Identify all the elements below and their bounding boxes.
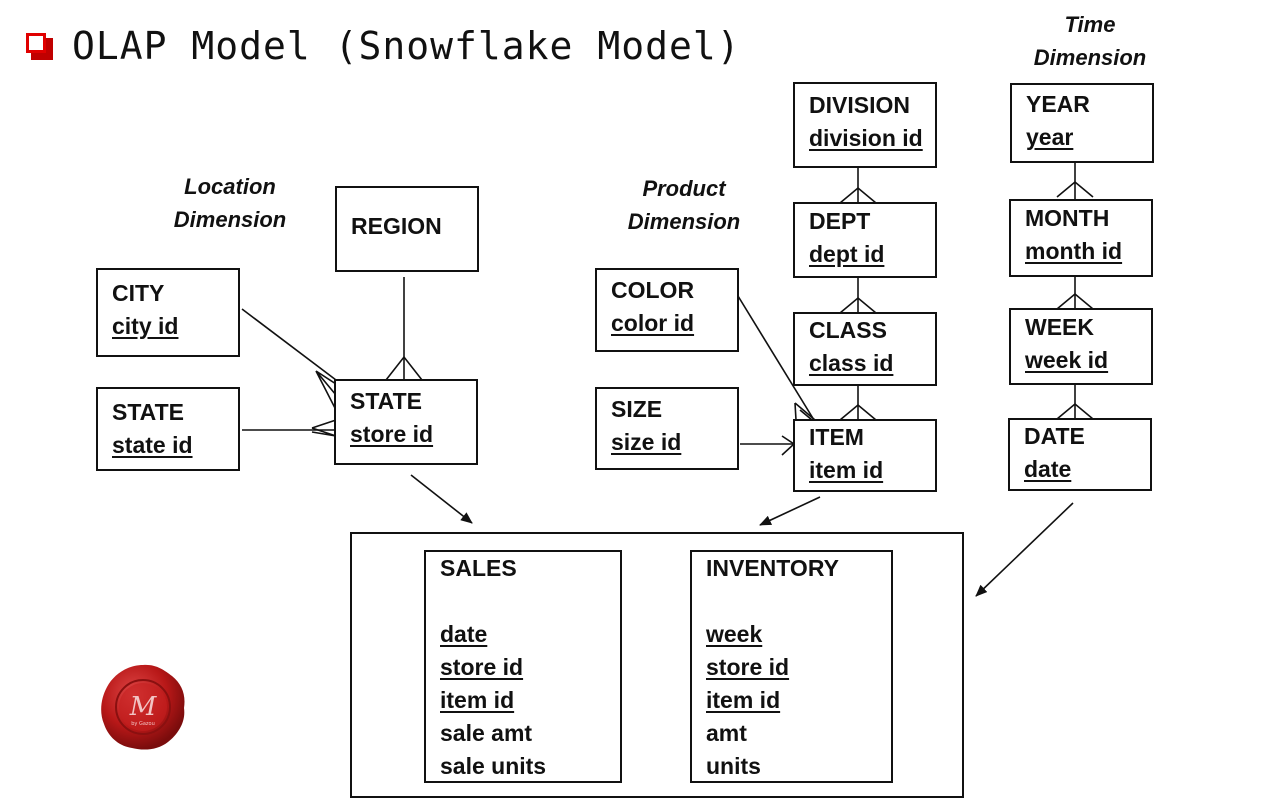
entity-key: year bbox=[1026, 124, 1074, 150]
entity-name: MONTH bbox=[1025, 205, 1110, 231]
date-entity bbox=[1008, 418, 1152, 491]
state-entity bbox=[96, 387, 240, 471]
inventory-fact-table bbox=[690, 550, 893, 783]
entity-name: SIZE bbox=[611, 396, 663, 422]
entity-name: YEAR bbox=[1026, 91, 1090, 117]
entity-key: week id bbox=[1025, 347, 1109, 373]
time-dimension-label: Time Dimension bbox=[1033, 12, 1147, 70]
entity-name: ITEM bbox=[809, 424, 864, 450]
fact-key: date bbox=[440, 621, 488, 647]
page-title: OLAP Model (Snowflake Model) bbox=[72, 24, 741, 68]
fact-name: INVENTORY bbox=[706, 555, 839, 581]
entity-name: DIVISION bbox=[809, 92, 910, 118]
entity-name: DATE bbox=[1024, 423, 1085, 449]
entity-key: dept id bbox=[809, 241, 885, 267]
fact-name: SALES bbox=[440, 555, 517, 581]
fact-measure: sale amt bbox=[440, 720, 533, 746]
entity-name: COLOR bbox=[611, 277, 695, 303]
entity-name: REGION bbox=[351, 213, 442, 239]
city-entity bbox=[96, 268, 240, 357]
entity-name: STATE bbox=[350, 388, 422, 414]
entity-key: item id bbox=[809, 457, 884, 483]
fact-measure: units bbox=[706, 753, 761, 779]
entity-name: CITY bbox=[112, 280, 165, 306]
seal-caption: by Gazou bbox=[131, 721, 155, 727]
location-dimension-label: Location Dimension bbox=[173, 174, 287, 232]
state-store-crowsfoot bbox=[312, 420, 336, 436]
fact-key: item id bbox=[440, 687, 515, 713]
color-entity bbox=[595, 268, 739, 352]
fact-measure: sale units bbox=[440, 753, 547, 779]
entity-name: DEPT bbox=[809, 208, 871, 234]
product-dimension-label: Product Dimension bbox=[627, 176, 741, 234]
location-fact-arrow bbox=[411, 475, 472, 523]
fact-key: store id bbox=[440, 654, 524, 680]
size-entity bbox=[595, 387, 739, 470]
entity-key: city id bbox=[112, 313, 179, 339]
fact-key: week bbox=[706, 621, 763, 647]
dept-entity bbox=[793, 202, 937, 278]
fact-measure: amt bbox=[706, 720, 747, 746]
product-fact-arrow bbox=[760, 497, 820, 525]
fact-key: item id bbox=[706, 687, 781, 713]
week-entity bbox=[1009, 308, 1153, 385]
sales-fact-table bbox=[424, 550, 622, 783]
year-entity bbox=[1010, 83, 1154, 163]
entity-name: WEEK bbox=[1025, 314, 1094, 340]
entity-key: store id bbox=[350, 421, 434, 447]
entity-key: division id bbox=[809, 125, 923, 151]
entity-key: class id bbox=[809, 350, 894, 376]
entity-key: state id bbox=[112, 432, 193, 458]
wax-seal-logo bbox=[98, 662, 188, 752]
region-entity bbox=[335, 186, 479, 272]
entity-key: size id bbox=[611, 429, 682, 455]
division-entity bbox=[793, 82, 937, 168]
seal-monogram: M bbox=[129, 692, 157, 722]
entity-key: month id bbox=[1025, 238, 1123, 264]
entity-key: date bbox=[1024, 456, 1072, 482]
store-entity bbox=[334, 379, 478, 465]
time-fact-arrow bbox=[976, 503, 1073, 596]
entity-name: CLASS bbox=[809, 317, 887, 343]
city-store-link bbox=[242, 309, 336, 380]
entity-name: STATE bbox=[112, 399, 184, 425]
class-entity bbox=[793, 312, 937, 386]
item-entity bbox=[793, 419, 937, 492]
month-entity bbox=[1009, 199, 1153, 277]
entity-key: color id bbox=[611, 310, 695, 336]
fact-key: store id bbox=[706, 654, 790, 680]
